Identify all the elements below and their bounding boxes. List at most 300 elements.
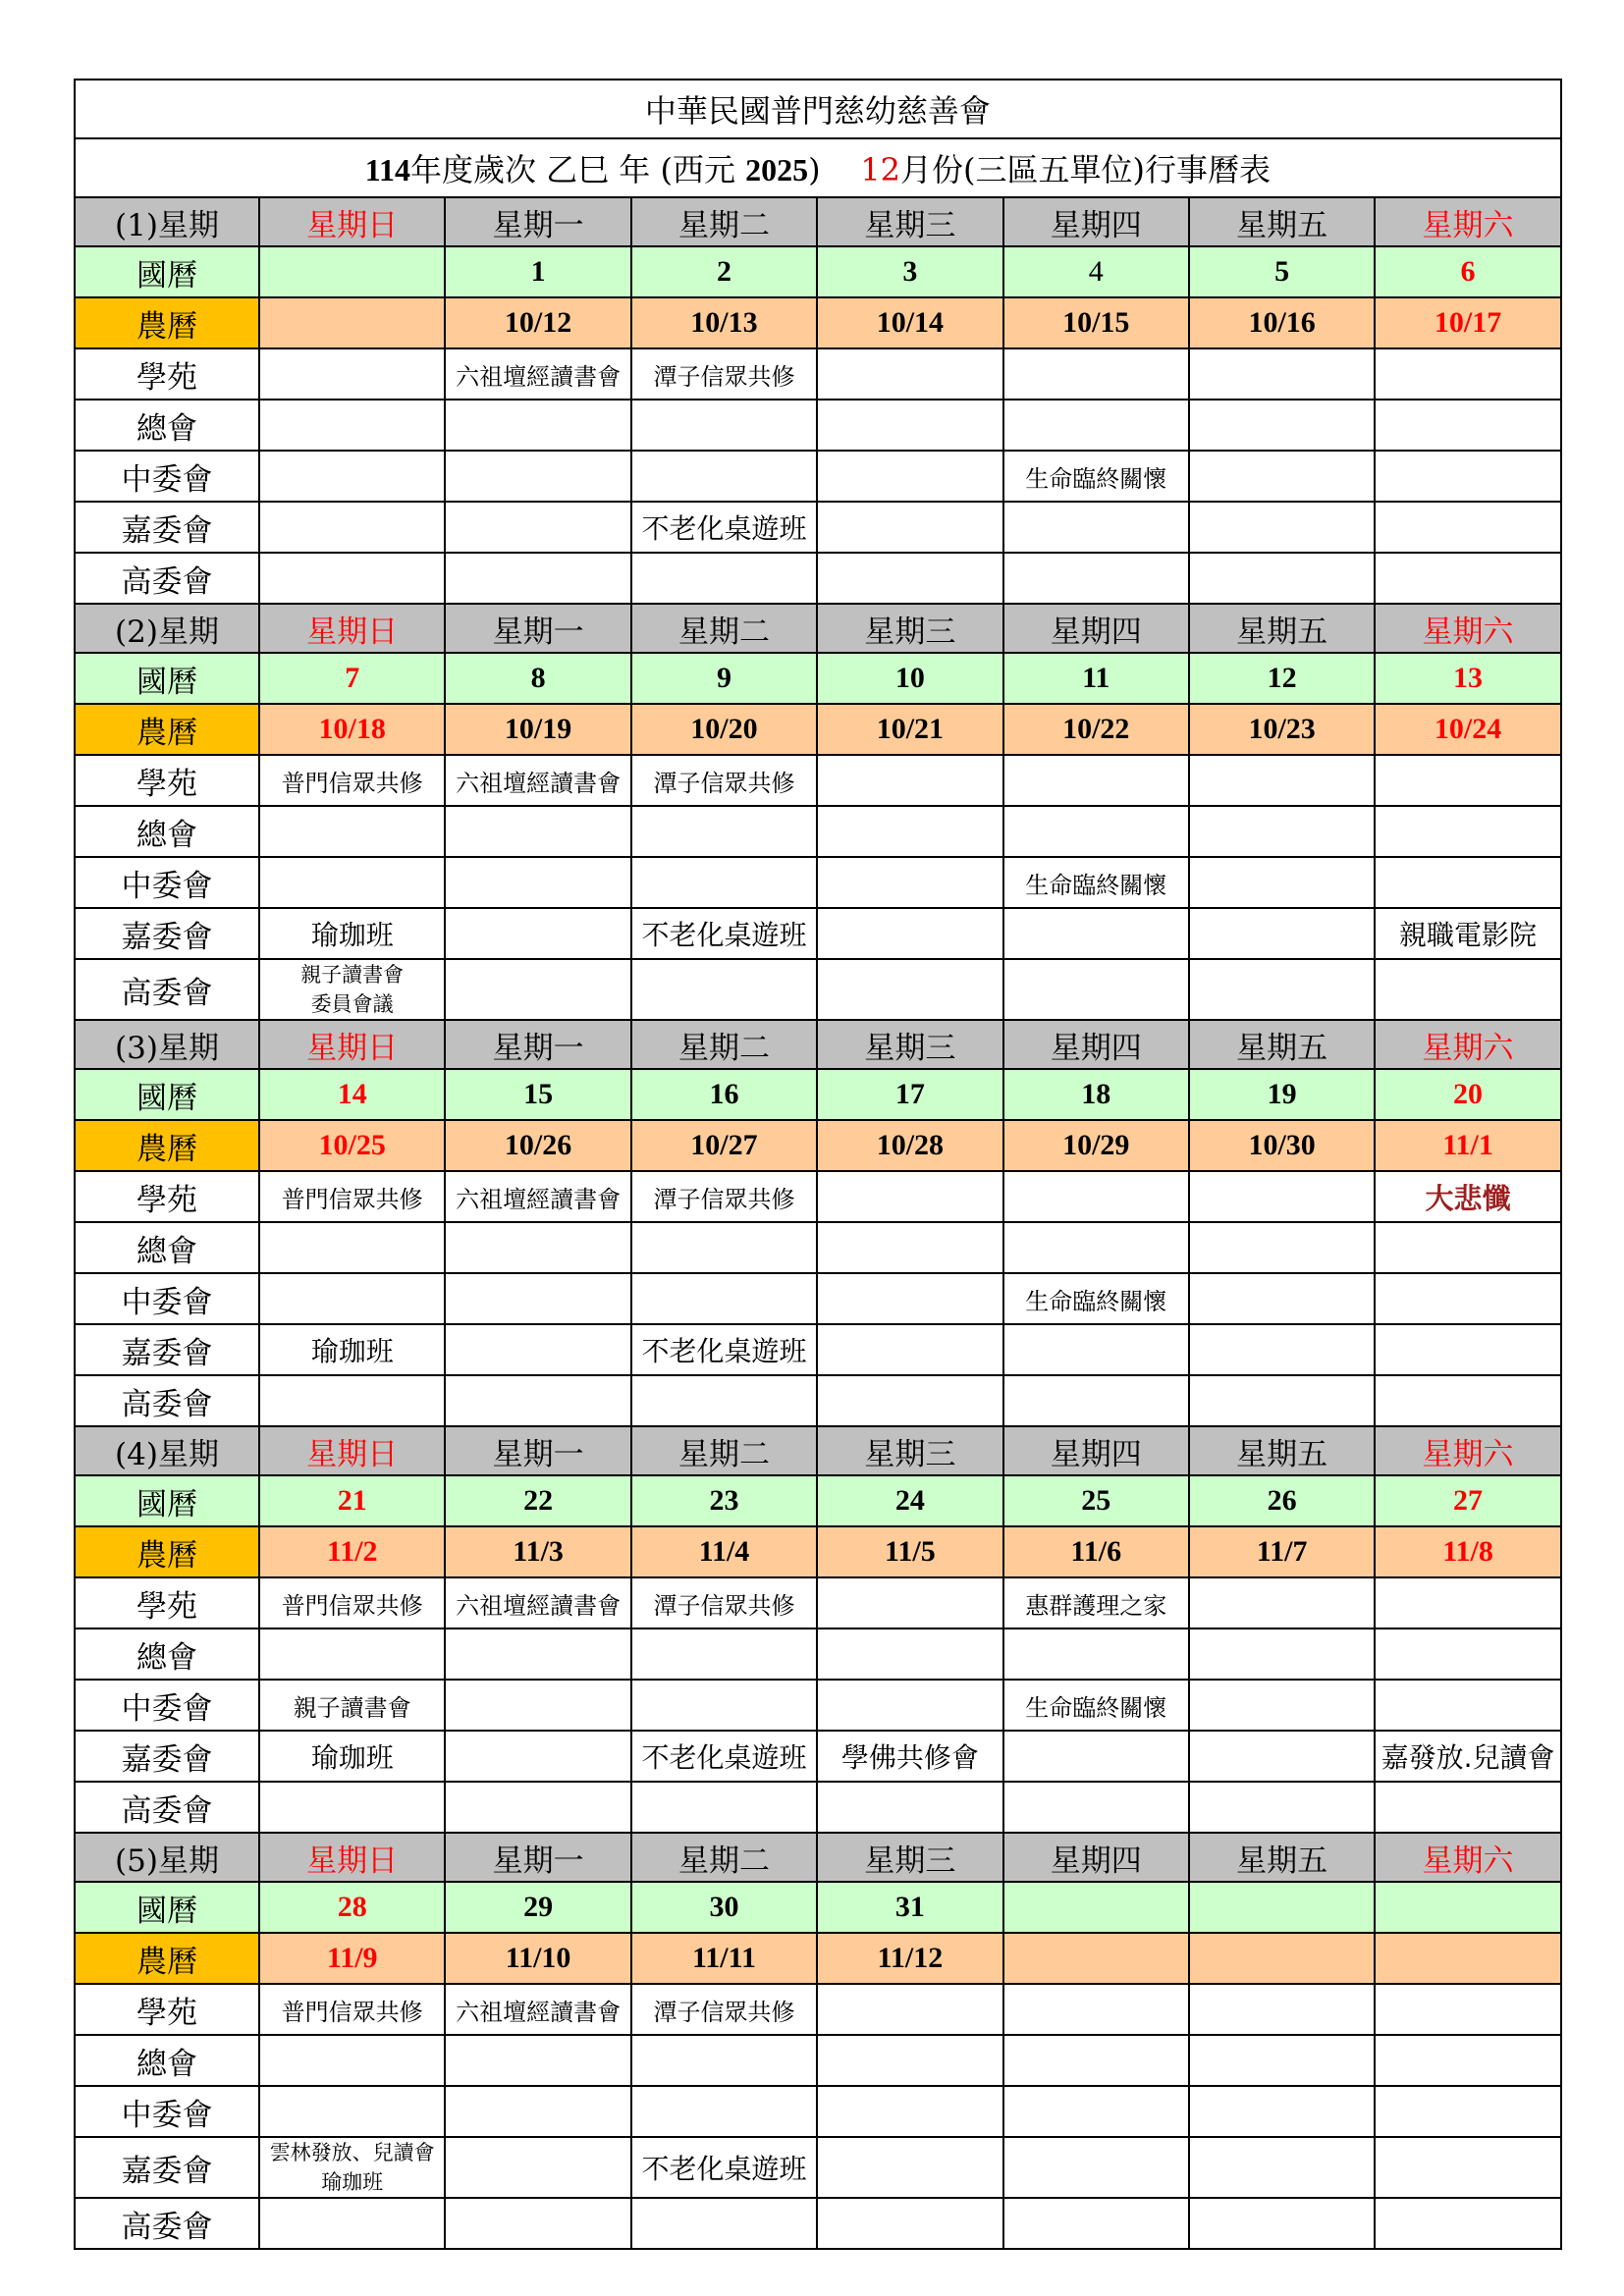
event-cell (1003, 2086, 1189, 2137)
lunar-label: 農曆 (75, 1120, 259, 1171)
event-cell (1375, 1629, 1560, 1680)
event-cell (817, 1324, 1002, 1375)
event-cell (259, 502, 445, 553)
event-cell (1003, 348, 1189, 400)
lunar-date-cell: 11/3 (445, 1526, 630, 1577)
event-cell (445, 1782, 630, 1833)
event-cell (1189, 451, 1375, 502)
event-cell (817, 1577, 1002, 1629)
gregorian-date-cell: 7 (259, 653, 445, 704)
event-cell (1189, 2035, 1375, 2086)
weekday-cell: 星期六 (1375, 1833, 1560, 1882)
event-cell (1375, 2086, 1560, 2137)
event-row (75, 1375, 1561, 1426)
event-cell (445, 2035, 630, 2086)
event-cell (1003, 1375, 1189, 1426)
event-line: 瑜珈班 (321, 2170, 384, 2194)
event-cell (1003, 400, 1189, 451)
unit-label: 高委會 (75, 959, 259, 1020)
weekday-cell: 星期五 (1189, 604, 1375, 653)
event-line: 委員會議 (310, 992, 394, 1016)
event-cell (1189, 959, 1375, 1020)
gregorian-date-cell: 1 (445, 246, 630, 297)
event-cell (1003, 1171, 1189, 1222)
unit-label: 總會 (75, 2035, 259, 2086)
event-cell (817, 553, 1002, 604)
event-cell (445, 502, 630, 553)
event-row (75, 1222, 1561, 1273)
weekday-cell: 星期一 (445, 1833, 630, 1882)
event-cell (817, 1984, 1002, 2035)
unit-label: 嘉委會 (75, 1731, 259, 1782)
event-cell (817, 1375, 1002, 1426)
event-cell (1003, 502, 1189, 553)
lunar-date-cell: 10/14 (817, 297, 1002, 348)
event-cell (259, 2198, 445, 2249)
unit-label: 中委會 (75, 2086, 259, 2137)
subtitle-year: 114 (364, 152, 410, 187)
gregorian-date-row (75, 653, 1561, 704)
weekday-cell: 星期一 (445, 1426, 630, 1475)
weekday-cell: 星期六 (1375, 1020, 1560, 1069)
weekday-cell: 星期一 (445, 197, 630, 246)
event-row (75, 1731, 1561, 1782)
subtitle-text-1: 年度歲次 乙巳 年 (西元 (409, 151, 746, 188)
event-cell: 不老化桌遊班 (631, 502, 817, 553)
event-row (75, 908, 1561, 959)
event-cell: 親子讀書會 (259, 1680, 445, 1731)
event-cell (817, 400, 1002, 451)
lunar-label: 農曆 (75, 1933, 259, 1984)
weekday-cell: 星期三 (817, 1020, 1002, 1069)
event-cell (1189, 2137, 1375, 2198)
event-cell (1189, 1222, 1375, 1273)
lunar-date-cell (1375, 1933, 1560, 1984)
event-cell (631, 1680, 817, 1731)
lunar-date-cell: 10/16 (1189, 297, 1375, 348)
event-cell (259, 1629, 445, 1680)
event-cell (259, 348, 445, 400)
event-cell (1189, 400, 1375, 451)
event-cell (817, 1629, 1002, 1680)
event-cell (259, 400, 445, 451)
event-cell (817, 2086, 1002, 2137)
event-cell: 生命臨終關懷 (1003, 1680, 1189, 1731)
event-cell (1375, 502, 1560, 553)
gregorian-date-cell: 9 (631, 653, 817, 704)
lunar-label: 農曆 (75, 704, 259, 755)
event-cell (631, 400, 817, 451)
gregorian-date-cell: 27 (1375, 1475, 1560, 1526)
weekday-cell: 星期三 (817, 604, 1002, 653)
lunar-date-cell: 10/30 (1189, 1120, 1375, 1171)
lunar-date-cell: 10/26 (445, 1120, 630, 1171)
week-label: (2)星期 (75, 604, 259, 653)
event-cell (817, 1222, 1002, 1273)
title-row (75, 80, 1561, 138)
lunar-date-cell (1003, 1933, 1189, 1984)
event-row (75, 502, 1561, 553)
lunar-date-row (75, 297, 1561, 348)
weekday-cell: 星期六 (1375, 604, 1560, 653)
weekday-cell: 星期五 (1189, 197, 1375, 246)
gregorian-label: 國曆 (75, 246, 259, 297)
gregorian-date-cell: 29 (445, 1882, 630, 1933)
event-cell (445, 451, 630, 502)
unit-label: 嘉委會 (75, 908, 259, 959)
gregorian-date-cell: 5 (1189, 246, 1375, 297)
gregorian-date-cell: 13 (1375, 653, 1560, 704)
event-cell (1003, 806, 1189, 857)
week-label: (1)星期 (75, 197, 259, 246)
lunar-date-cell: 10/29 (1003, 1120, 1189, 1171)
lunar-date-cell: 10/25 (259, 1120, 445, 1171)
lunar-date-cell: 11/1 (1375, 1120, 1560, 1171)
event-cell (1375, 959, 1560, 1020)
event-cell (445, 1731, 630, 1782)
gregorian-date-cell: 19 (1189, 1069, 1375, 1120)
event-cell (259, 1222, 445, 1273)
event-cell (1375, 2035, 1560, 2086)
event-cell (1003, 2035, 1189, 2086)
event-cell (445, 400, 630, 451)
weekday-cell: 星期三 (817, 197, 1002, 246)
weekday-cell: 星期三 (817, 1426, 1002, 1475)
weekday-cell: 星期三 (817, 1833, 1002, 1882)
lunar-date-cell: 10/28 (817, 1120, 1002, 1171)
event-cell (1375, 857, 1560, 908)
lunar-label: 農曆 (75, 297, 259, 348)
gregorian-date-cell: 31 (817, 1882, 1002, 1933)
week-label: (4)星期 (75, 1426, 259, 1475)
gregorian-date-cell (1189, 1882, 1375, 1933)
subtitle-row (75, 138, 1561, 197)
event-cell (817, 451, 1002, 502)
gregorian-date-cell: 15 (445, 1069, 630, 1120)
weekday-cell: 星期五 (1189, 1020, 1375, 1069)
gregorian-label: 國曆 (75, 1882, 259, 1933)
weekday-header-row (75, 1426, 1561, 1475)
gregorian-date-cell: 21 (259, 1475, 445, 1526)
event-cell (445, 2086, 630, 2137)
gregorian-date-row (75, 1475, 1561, 1526)
event-cell (1189, 1984, 1375, 2035)
event-cell (259, 1273, 445, 1324)
unit-label: 中委會 (75, 1273, 259, 1324)
event-cell (445, 2198, 630, 2249)
unit-label: 總會 (75, 400, 259, 451)
event-row (75, 1324, 1561, 1375)
event-cell (817, 348, 1002, 400)
week-label: (3)星期 (75, 1020, 259, 1069)
event-cell (817, 857, 1002, 908)
event-cell (259, 1782, 445, 1833)
unit-label: 總會 (75, 806, 259, 857)
event-cell (1189, 755, 1375, 806)
event-cell: 普門信眾共修 (259, 755, 445, 806)
event-cell (1189, 2086, 1375, 2137)
event-cell (259, 2086, 445, 2137)
event-cell (1375, 1782, 1560, 1833)
lunar-date-cell: 11/10 (445, 1933, 630, 1984)
unit-label: 嘉委會 (75, 502, 259, 553)
event-cell (1375, 755, 1560, 806)
unit-label: 學苑 (75, 1171, 259, 1222)
weekday-cell: 星期四 (1003, 1020, 1189, 1069)
event-cell (445, 1324, 630, 1375)
lunar-date-row (75, 1120, 1561, 1171)
unit-label: 總會 (75, 1222, 259, 1273)
event-cell (1375, 1680, 1560, 1731)
event-row (75, 959, 1561, 1020)
event-cell (1003, 959, 1189, 1020)
event-cell (1375, 2137, 1560, 2198)
event-cell (631, 1273, 817, 1324)
event-cell: 瑜珈班 (259, 908, 445, 959)
event-cell (817, 2035, 1002, 2086)
gregorian-date-cell (1375, 1882, 1560, 1933)
calendar-table (74, 79, 1562, 2250)
event-cell (1189, 553, 1375, 604)
event-cell (1003, 2198, 1189, 2249)
event-cell (1189, 1782, 1375, 1833)
event-row (75, 553, 1561, 604)
event-cell (817, 908, 1002, 959)
event-cell (259, 2035, 445, 2086)
event-row (75, 348, 1561, 400)
event-cell (1375, 1577, 1560, 1629)
event-row (75, 1273, 1561, 1324)
event-cell (817, 959, 1002, 1020)
lunar-date-cell (259, 297, 445, 348)
unit-label: 中委會 (75, 857, 259, 908)
gregorian-date-cell: 12 (1189, 653, 1375, 704)
event-cell (1189, 1577, 1375, 1629)
event-cell (1189, 1629, 1375, 1680)
subtitle-text-2: ) (808, 151, 821, 188)
gregorian-date-cell: 17 (817, 1069, 1002, 1120)
event-cell: 潭子信眾共修 (631, 1577, 817, 1629)
lunar-date-cell: 11/11 (631, 1933, 817, 1984)
weekday-cell: 星期二 (631, 1426, 817, 1475)
event-cell (1375, 553, 1560, 604)
event-cell: 瑜珈班 (259, 1324, 445, 1375)
event-cell: 不老化桌遊班 (631, 1324, 817, 1375)
event-cell (445, 553, 630, 604)
gregorian-date-cell: 26 (1189, 1475, 1375, 1526)
event-cell (817, 1273, 1002, 1324)
event-row (75, 2035, 1561, 2086)
event-cell: 潭子信眾共修 (631, 755, 817, 806)
event-cell (631, 2035, 817, 2086)
event-cell: 六祖壇經讀書會 (445, 1984, 630, 2035)
lunar-date-cell: 11/6 (1003, 1526, 1189, 1577)
event-row (75, 2137, 1561, 2198)
event-cell: 潭子信眾共修 (631, 348, 817, 400)
lunar-date-row (75, 1526, 1561, 1577)
unit-label: 學苑 (75, 1577, 259, 1629)
unit-label: 學苑 (75, 348, 259, 400)
gregorian-date-row (75, 1882, 1561, 1933)
gregorian-date-cell: 14 (259, 1069, 445, 1120)
event-cell (1189, 857, 1375, 908)
event-cell (1003, 553, 1189, 604)
event-cell (1189, 1680, 1375, 1731)
lunar-date-cell (1189, 1933, 1375, 1984)
event-cell (631, 1375, 817, 1426)
gregorian-date-cell: 6 (1375, 246, 1560, 297)
gregorian-date-cell: 8 (445, 653, 630, 704)
weekday-cell: 星期二 (631, 604, 817, 653)
event-cell (1375, 2198, 1560, 2249)
event-cell (1375, 806, 1560, 857)
event-cell (631, 857, 817, 908)
weekday-header-row (75, 604, 1561, 653)
event-cell (1003, 1629, 1189, 1680)
weekday-cell: 星期六 (1375, 197, 1560, 246)
weekday-cell: 星期五 (1189, 1426, 1375, 1475)
weekday-cell: 星期二 (631, 197, 817, 246)
weekday-cell: 星期日 (259, 604, 445, 653)
gregorian-date-cell: 25 (1003, 1475, 1189, 1526)
event-cell: 普門信眾共修 (259, 1171, 445, 1222)
event-cell (445, 1375, 630, 1426)
event-cell (1189, 2198, 1375, 2249)
weekday-cell: 星期日 (259, 1833, 445, 1882)
unit-label: 嘉委會 (75, 2137, 259, 2198)
event-cell: 潭子信眾共修 (631, 1984, 817, 2035)
event-cell (1189, 1171, 1375, 1222)
event-cell (631, 2198, 817, 2249)
weekday-cell: 星期二 (631, 1833, 817, 1882)
event-cell (817, 2137, 1002, 2198)
gregorian-date-cell: 2 (631, 246, 817, 297)
gregorian-date-cell: 22 (445, 1475, 630, 1526)
event-cell (1189, 1273, 1375, 1324)
event-cell: 不老化桌遊班 (631, 1731, 817, 1782)
unit-label: 高委會 (75, 1375, 259, 1426)
subtitle-month: 12 (860, 151, 901, 188)
event-cell (445, 1629, 630, 1680)
event-cell (1003, 908, 1189, 959)
event-cell: 生命臨終關懷 (1003, 451, 1189, 502)
week-label: (5)星期 (75, 1833, 259, 1882)
lunar-date-cell: 10/22 (1003, 704, 1189, 755)
weekday-cell: 星期六 (1375, 1426, 1560, 1475)
weekday-cell: 星期日 (259, 1020, 445, 1069)
event-cell (817, 1782, 1002, 1833)
lunar-label: 農曆 (75, 1526, 259, 1577)
event-line: 雲林發放、兒讀會 (269, 2141, 435, 2164)
event-row (75, 857, 1561, 908)
event-cell: 六祖壇經讀書會 (445, 1577, 630, 1629)
event-cell (1003, 2137, 1189, 2198)
subtitle-text-3: 月份(三區五單位)行事曆表 (900, 151, 1272, 188)
lunar-date-cell: 11/5 (817, 1526, 1002, 1577)
gregorian-date-cell: 11 (1003, 653, 1189, 704)
lunar-date-cell: 10/17 (1375, 297, 1560, 348)
event-cell (1003, 755, 1189, 806)
lunar-date-cell: 10/15 (1003, 297, 1189, 348)
event-cell (631, 806, 817, 857)
event-cell (817, 1680, 1002, 1731)
event-row (75, 755, 1561, 806)
lunar-date-cell: 11/12 (817, 1933, 1002, 1984)
event-cell (259, 451, 445, 502)
lunar-date-cell: 10/12 (445, 297, 630, 348)
event-cell: 生命臨終關懷 (1003, 857, 1189, 908)
event-cell: 學佛共修會 (817, 1731, 1002, 1782)
event-cell (259, 959, 445, 1020)
event-cell: 大悲懺 (1375, 1171, 1560, 1222)
unit-label: 嘉委會 (75, 1324, 259, 1375)
event-cell (1189, 502, 1375, 553)
unit-label: 高委會 (75, 2198, 259, 2249)
weekday-cell: 星期四 (1003, 604, 1189, 653)
event-cell (1003, 1324, 1189, 1375)
weekday-cell: 星期五 (1189, 1833, 1375, 1882)
gregorian-date-cell: 10 (817, 653, 1002, 704)
event-cell (445, 806, 630, 857)
event-cell (1375, 451, 1560, 502)
event-cell (1003, 1222, 1189, 1273)
event-cell (1375, 1375, 1560, 1426)
event-line: 親子讀書會 (300, 963, 405, 987)
event-cell (445, 2137, 630, 2198)
event-row (75, 1577, 1561, 1629)
weekday-cell: 星期日 (259, 1426, 445, 1475)
event-cell: 六祖壇經讀書會 (445, 1171, 630, 1222)
event-cell (817, 806, 1002, 857)
gregorian-date-cell: 18 (1003, 1069, 1189, 1120)
lunar-date-cell: 11/4 (631, 1526, 817, 1577)
event-cell (631, 553, 817, 604)
event-row (75, 2198, 1561, 2249)
event-cell (1003, 1782, 1189, 1833)
gregorian-label: 國曆 (75, 1475, 259, 1526)
event-row (75, 400, 1561, 451)
event-cell (445, 1222, 630, 1273)
event-cell (259, 2137, 445, 2198)
lunar-date-row (75, 704, 1561, 755)
event-cell: 瑜珈班 (259, 1731, 445, 1782)
event-row (75, 2086, 1561, 2137)
weekday-header-row (75, 197, 1561, 246)
unit-label: 高委會 (75, 553, 259, 604)
event-cell: 惠群護理之家 (1003, 1577, 1189, 1629)
event-cell (817, 2198, 1002, 2249)
weekday-cell: 星期一 (445, 604, 630, 653)
gregorian-date-cell: 20 (1375, 1069, 1560, 1120)
event-cell: 嘉發放.兒讀會 (1375, 1731, 1560, 1782)
unit-label: 總會 (75, 1629, 259, 1680)
event-cell: 普門信眾共修 (259, 1577, 445, 1629)
lunar-date-cell: 11/9 (259, 1933, 445, 1984)
event-cell (1375, 1273, 1560, 1324)
event-row (75, 1171, 1561, 1222)
gregorian-date-cell: 23 (631, 1475, 817, 1526)
page-subtitle (75, 138, 1561, 197)
event-row (75, 806, 1561, 857)
weekday-cell: 星期日 (259, 197, 445, 246)
event-cell (1189, 1731, 1375, 1782)
lunar-date-cell: 10/13 (631, 297, 817, 348)
weekday-cell: 星期二 (631, 1020, 817, 1069)
event-cell (1375, 400, 1560, 451)
event-cell (1189, 1324, 1375, 1375)
gregorian-date-row (75, 246, 1561, 297)
unit-label: 學苑 (75, 1984, 259, 2035)
